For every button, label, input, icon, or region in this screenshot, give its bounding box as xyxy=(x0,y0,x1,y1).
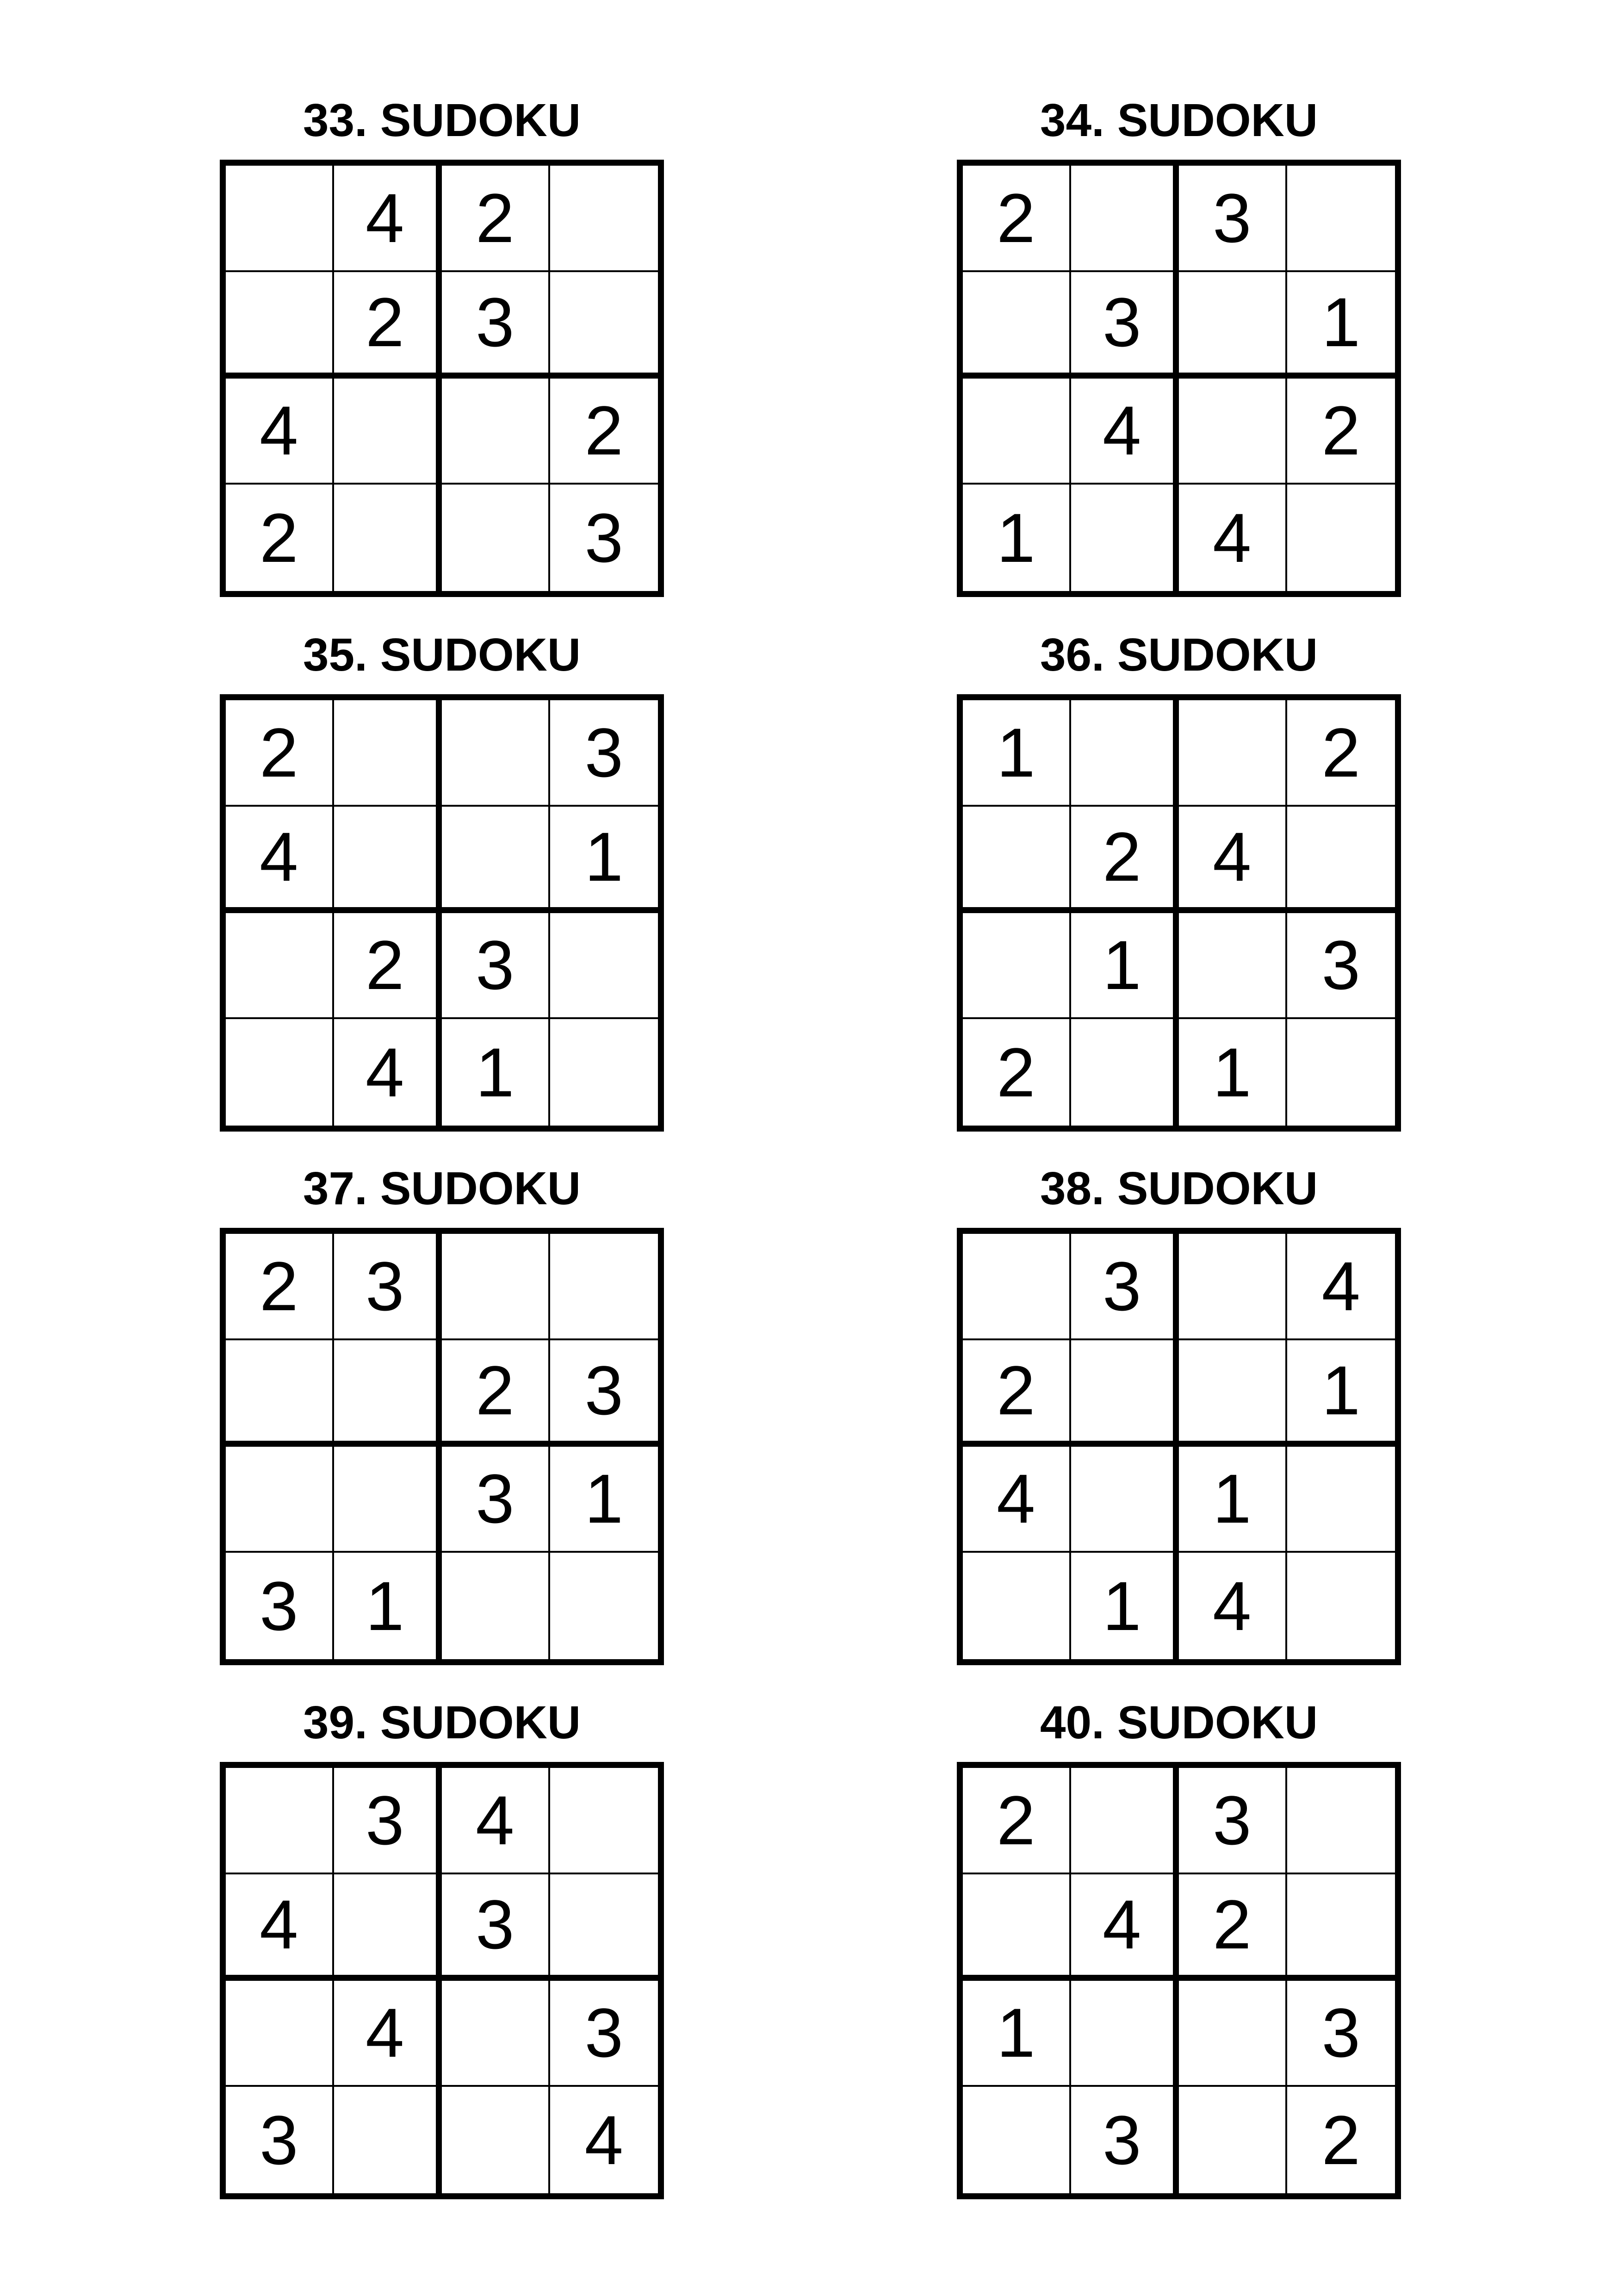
grid-cell-r3-c2[interactable] xyxy=(1071,1447,1179,1553)
grid-cell-r1-c4[interactable]: 2 xyxy=(1287,700,1395,807)
grid-cell-r1-c3[interactable]: 3 xyxy=(1179,1768,1287,1874)
grid-cell-r3-c3[interactable]: 3 xyxy=(442,913,550,1020)
grid-cell-r2-c2[interactable] xyxy=(1071,1340,1179,1447)
grid-cell-r2-c3[interactable]: 3 xyxy=(442,272,550,379)
grid-cell-r4-c3[interactable] xyxy=(442,2087,550,2193)
grid-cell-r3-c1[interactable] xyxy=(963,913,1071,1020)
grid-cell-r4-c2[interactable]: 1 xyxy=(334,1553,442,1659)
grid-cell-r3-c2[interactable]: 1 xyxy=(1071,913,1179,1020)
grid-cell-r2-c2[interactable]: 3 xyxy=(1071,272,1179,379)
grid-cell-r1-c1[interactable] xyxy=(226,1768,334,1874)
grid-cell-r4-c4[interactable]: 3 xyxy=(584,499,623,577)
grid-cell-r1-c1[interactable]: 2 xyxy=(963,166,1071,272)
grid-cell-r4-c3[interactable]: 1 xyxy=(1179,1019,1287,1126)
puzzle-title: 36. SUDOKU xyxy=(1040,629,1318,681)
grid-cell-r2-c1[interactable] xyxy=(963,1874,1071,1981)
grid-cell-r4-c4[interactable]: 4 xyxy=(584,2101,623,2179)
grid-cell-r4-c2[interactable]: 4 xyxy=(334,1019,442,1126)
grid-cell-r2-c2[interactable]: 4 xyxy=(1071,1874,1179,1981)
grid-cell-r3-c4[interactable]: 3 xyxy=(550,1981,658,2087)
sudoku-grid xyxy=(957,1228,1401,1665)
grid-cell-r3-c2[interactable] xyxy=(334,1447,442,1553)
grid-cell-r4-c3[interactable]: 4 xyxy=(1179,1553,1287,1659)
grid-cell-r4-c1[interactable] xyxy=(226,1019,334,1126)
grid-cell-r4-c2[interactable] xyxy=(334,2087,442,2193)
grid-cell-r3-c1[interactable] xyxy=(226,1447,334,1553)
grid-cell-r2-c3[interactable]: 2 xyxy=(442,1340,550,1447)
grid-cell-r1-c4[interactable]: 4 xyxy=(1287,1234,1395,1340)
grid-cell-r2-c2[interactable] xyxy=(334,1340,442,1447)
grid-cell-r3-c4[interactable] xyxy=(550,913,658,1020)
grid-cell-r1-c4[interactable] xyxy=(550,166,658,272)
grid-cell-r2-c4[interactable] xyxy=(1287,1874,1395,1981)
grid-cell-r2-c4[interactable] xyxy=(550,272,658,379)
grid-cell-r1-c4[interactable] xyxy=(1287,1768,1395,1874)
grid-cell-r4-c4[interactable] xyxy=(1287,485,1395,591)
grid-cell-r3-c1[interactable]: 4 xyxy=(226,379,334,485)
grid-cell-r3-c3[interactable] xyxy=(1179,913,1287,1020)
grid-cell-r1-c4[interactable] xyxy=(1287,166,1395,272)
grid-cell-r3-c4[interactable] xyxy=(1287,1447,1395,1553)
grid-cell-r2-c3[interactable]: 3 xyxy=(442,1874,550,1981)
grid-cell-r1-c3[interactable] xyxy=(1179,1234,1287,1340)
grid-cell-r2-c2[interactable]: 2 xyxy=(1071,807,1179,913)
grid-cell-r1-c1[interactable]: 1 xyxy=(963,700,1071,807)
grid-cell-r4-c1[interactable]: 2 xyxy=(226,485,334,591)
grid-cell-r4-c3[interactable]: 1 xyxy=(442,1019,550,1126)
grid-cell-r3-c3[interactable] xyxy=(1179,1981,1287,2087)
grid-cell-r3-c1[interactable]: 4 xyxy=(963,1447,1071,1553)
grid-cell-r4-c1[interactable]: 3 xyxy=(226,2087,334,2193)
grid-cell-r2-c4[interactable] xyxy=(1287,807,1395,913)
grid-cell-r1-c1[interactable]: 2 xyxy=(963,1768,1071,1874)
grid-cell-r4-c2[interactable]: 1 xyxy=(1071,1553,1179,1659)
grid-cell-r2-c4[interactable]: 1 xyxy=(1287,1340,1395,1447)
grid-cell-r4-c1[interactable]: 3 xyxy=(226,1553,334,1659)
grid-cell-r2-c1[interactable] xyxy=(963,272,1071,379)
puzzle-title: 35. SUDOKU xyxy=(303,629,581,681)
grid-cell-r4-c1[interactable] xyxy=(963,1553,1071,1659)
grid-cell-r2-c2[interactable]: 2 xyxy=(334,272,442,379)
grid-cell-r4-c1[interactable]: 1 xyxy=(963,485,1071,591)
grid-cell-r2-c3[interactable] xyxy=(442,807,550,913)
grid-cell-r2-c4[interactable]: 1 xyxy=(1287,272,1395,379)
grid-cell-r3-c2[interactable] xyxy=(1071,1981,1179,2087)
grid-cell-r4-c2[interactable]: 3 xyxy=(1071,2087,1179,2193)
grid-cell-r3-c4[interactable]: 1 xyxy=(550,1447,658,1553)
grid-cell-r1-c2[interactable]: 3 xyxy=(334,1768,442,1874)
puzzle-title: 34. SUDOKU xyxy=(1040,94,1318,146)
grid-cell-r2-c1[interactable]: 4 xyxy=(226,807,334,913)
grid-cell-r3-c4[interactable]: 3 xyxy=(1287,1981,1395,2087)
grid-cell-r2-c4[interactable]: 1 xyxy=(550,807,658,913)
grid-cell-r4-c4[interactable] xyxy=(1287,1553,1395,1659)
grid-cell-r4-c2[interactable] xyxy=(334,485,442,591)
grid-cell-r2-c4[interactable] xyxy=(550,1874,658,1981)
sudoku-grid xyxy=(957,160,1401,597)
grid-cell-r1-c2[interactable]: 4 xyxy=(334,166,442,272)
grid-cell-r3-c4[interactable]: 2 xyxy=(1287,379,1395,485)
grid-cell-r3-c2[interactable]: 4 xyxy=(1071,379,1179,485)
grid-cell-r3-c2[interactable] xyxy=(334,379,442,485)
grid-cell-r4-c1[interactable] xyxy=(963,2087,1071,2193)
grid-cell-r2-c2[interactable] xyxy=(334,807,442,913)
grid-cell-r4-c4[interactable] xyxy=(1287,1019,1395,1126)
grid-cell-r1-c3[interactable] xyxy=(442,1234,550,1340)
grid-cell-r3-c1[interactable]: 1 xyxy=(963,1981,1071,2087)
grid-cell-r2-c3[interactable]: 4 xyxy=(1179,807,1287,913)
grid-cell-r4-c2[interactable] xyxy=(1071,1019,1179,1126)
grid-cell-r1-c2[interactable]: 3 xyxy=(334,1234,442,1340)
puzzle-title: 40. SUDOKU xyxy=(1040,1697,1318,1748)
grid-cell-r3-c2[interactable]: 4 xyxy=(334,1981,442,2087)
grid-cell-r2-c3[interactable]: 2 xyxy=(1179,1874,1287,1981)
grid-cell-r1-c1[interactable] xyxy=(963,1234,1071,1340)
grid-cell-r4-c4[interactable] xyxy=(550,1553,658,1659)
grid-cell-r1-c1[interactable] xyxy=(226,166,334,272)
grid-cell-r1-c2[interactable] xyxy=(1071,166,1179,272)
grid-cell-r3-c1[interactable] xyxy=(963,379,1071,485)
puzzle-title: 39. SUDOKU xyxy=(303,1697,581,1748)
grid-cell-r2-c1[interactable] xyxy=(963,807,1071,913)
grid-cell-r1-c2[interactable] xyxy=(1071,1768,1179,1874)
grid-cell-r3-c3[interactable] xyxy=(1179,379,1287,485)
grid-cell-r3-c4[interactable]: 3 xyxy=(1287,913,1395,1020)
grid-cell-r2-c2[interactable] xyxy=(334,1874,442,1981)
grid-cell-r1-c4[interactable]: 3 xyxy=(550,700,658,807)
grid-cell-r2-c1[interactable] xyxy=(226,272,334,379)
grid-cell-r1-c3[interactable]: 2 xyxy=(442,166,550,272)
grid-cell-r1-c1[interactable]: 2 xyxy=(226,700,334,807)
grid-cell-r3-c2[interactable]: 2 xyxy=(334,913,442,1020)
grid-cell-r1-c2[interactable]: 3 xyxy=(1071,1234,1179,1340)
grid-cell-r1-c3[interactable]: 4 xyxy=(442,1768,550,1874)
grid-cell-r1-c3[interactable] xyxy=(1179,700,1287,807)
grid-cell-r1-c3[interactable] xyxy=(442,700,550,807)
grid-cell-r2-c3[interactable] xyxy=(1179,1340,1287,1447)
grid-cell-r2-c3[interactable] xyxy=(1179,272,1287,379)
grid-cell-r4-c3[interactable]: 4 xyxy=(1179,485,1287,591)
grid-cell-r3-c1[interactable] xyxy=(226,1981,334,2087)
grid-cell-r2-c4[interactable]: 3 xyxy=(550,1340,658,1447)
grid-cell-r1-c2[interactable] xyxy=(1071,700,1179,807)
grid-cell-r3-c3[interactable]: 3 xyxy=(442,1447,550,1553)
grid-cell-r4-c3[interactable] xyxy=(442,1553,550,1659)
grid-cell-r3-c4[interactable]: 2 xyxy=(550,379,658,485)
grid-cell-r4-c1[interactable]: 2 xyxy=(963,1019,1071,1126)
grid-cell-r1-c2[interactable] xyxy=(334,700,442,807)
sudoku-grid xyxy=(220,694,664,1132)
grid-cell-r1-c4[interactable] xyxy=(550,1234,658,1340)
sudoku-grid xyxy=(220,160,664,597)
sudoku-grid xyxy=(957,1762,1401,2199)
grid-cell-r1-c3[interactable]: 3 xyxy=(1179,166,1287,272)
grid-cell-r3-c3[interactable]: 1 xyxy=(1179,1447,1287,1553)
grid-cell-r2-c1[interactable] xyxy=(226,1340,334,1447)
grid-cell-r4-c4[interactable] xyxy=(550,1019,658,1126)
sudoku-grid xyxy=(220,1762,664,2199)
puzzle-title: 38. SUDOKU xyxy=(1040,1163,1318,1214)
grid-cell-r3-c3[interactable] xyxy=(442,1981,550,2087)
grid-cell-r3-c1[interactable] xyxy=(226,913,334,1020)
grid-cell-r4-c2[interactable] xyxy=(1071,485,1179,591)
grid-cell-r2-c1[interactable]: 2 xyxy=(963,1340,1071,1447)
grid-cell-r4-c3[interactable] xyxy=(1179,2087,1287,2193)
grid-cell-r3-c3[interactable] xyxy=(442,379,550,485)
grid-cell-r4-c4[interactable]: 2 xyxy=(1321,2101,1360,2179)
sudoku-grid xyxy=(220,1228,664,1665)
puzzle-title: 33. SUDOKU xyxy=(303,94,581,146)
grid-cell-r1-c4[interactable] xyxy=(550,1768,658,1874)
grid-cell-r1-c1[interactable]: 2 xyxy=(226,1234,334,1340)
puzzle-title: 37. SUDOKU xyxy=(303,1163,581,1214)
grid-cell-r2-c1[interactable]: 4 xyxy=(226,1874,334,1981)
grid-cell-r4-c3[interactable] xyxy=(442,485,550,591)
sudoku-grid xyxy=(957,694,1401,1132)
